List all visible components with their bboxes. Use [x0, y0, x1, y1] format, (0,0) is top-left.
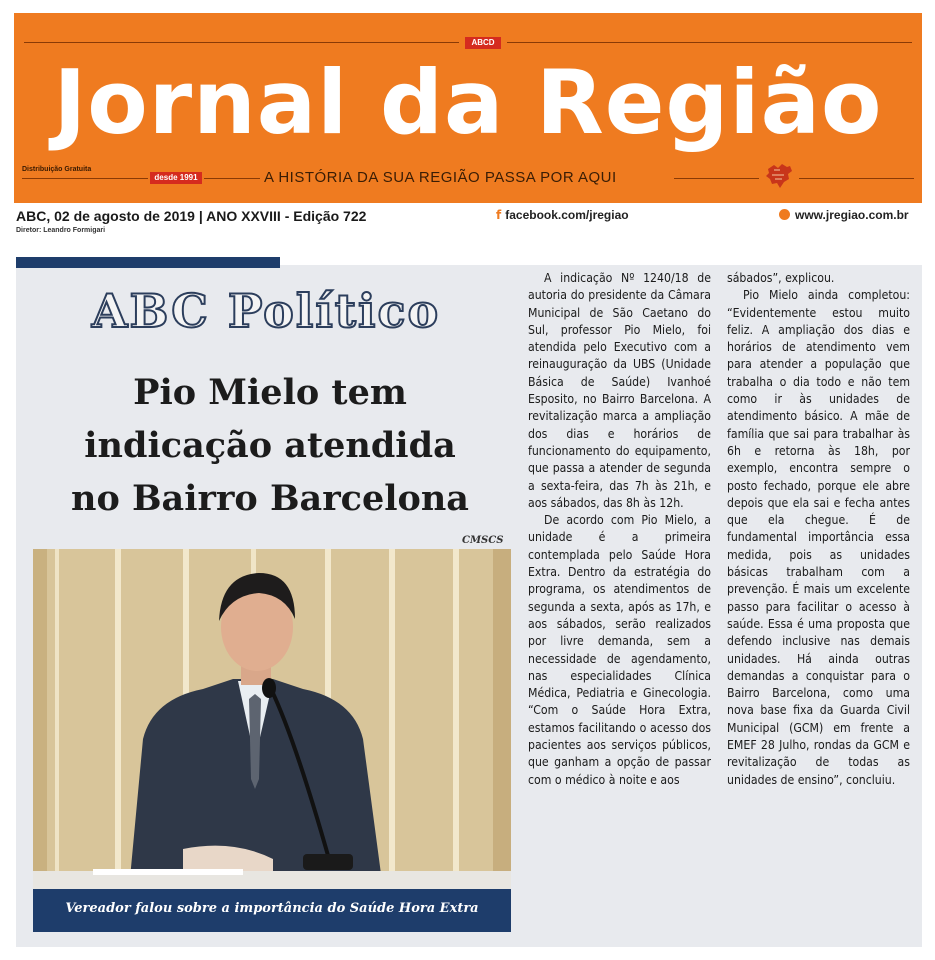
article-paragraph: A indicação Nº 1240/18 de autoria do presidente da Câmara Municipal de São Caetano do Sul, professor Pio Mielo, foi atendida pelo Executivo com a reinauguração da UBS (Unidade Básica de Saúde) Ivanhoé Esposito, no Bairro Barcelona. A revitalização marca a ampliação dos dias e horários de funcionamento do equipamento, que passa a atender de segunda a sexta-feira, das 7h às 21h, e aos sábados, das 8h às 12h. — [528, 271, 711, 510]
masthead-rule — [24, 42, 459, 43]
map-region-icon — [762, 161, 796, 191]
photo-caption-bar — [33, 889, 511, 932]
article-paragraph: Pio Mielo ainda completou: “Evidentemente estou muito feliz. A ampliação dos dias e horários de atendimento vem para atender a população que trabalha o dia todo e não tem como ir às unidades de atendimento básico. A mãe de família que sai para trabalhar às 6h e retorna às 18h, por exemplo, encontra sempre o posto fechado, porque ele abre depois que ela sai e fecha antes que ela chegue. É de fundamental importância essa medida, pois as unidades básicas trabalham com a prevenção. É mais um excelente passo para facilitar o acesso à saúde. Essa é uma proposta que defendo inclusive nas demais unidades. Há ainda outras demandas a conquistar para o Bairro Barcelona, como uma nova base fixa da Guarda Civil Municipal (GCM) em frente a EMEF 28 Julho, rondas da GCM e revitalização de todas as unidades de ensino”, concluiu. — [727, 288, 910, 787]
slogan: A HISTÓRIA DA SUA REGIÃO PASSA POR AQUI — [264, 169, 617, 186]
facebook-icon: f — [496, 208, 502, 222]
article-paragraph: De acordo com Pio Mielo, a unidade é a primeira contemplada pelo Saúde Hora Extra. Dentro da estratégia do programa, os atendimentos de segunda a sexta, após as 17h, e aos sábados, serão realizados por livre demanda, sem a necessidade de agendamento, nas especialidades Clínica Médica, Pediatria e Ginecologia. “Com o Saúde Hora Extra, estamos facilitando o acesso dos pacientes aos serviços públicos, que ganham a opção de passar com o médico à noite e aos — [528, 513, 711, 787]
article-paragraph: sábados”, explicou. — [727, 271, 835, 285]
since-badge: desde 1991 — [150, 172, 202, 184]
facebook-url: facebook.com/jregiao — [505, 208, 629, 222]
masthead-rule — [507, 42, 912, 43]
masthead-rule — [799, 178, 914, 179]
abcd-badge: ABCD — [465, 37, 501, 49]
article-photo — [33, 549, 511, 889]
section-accent-bar — [16, 257, 280, 268]
masthead — [14, 13, 922, 203]
article-column-2 — [727, 270, 910, 789]
newspaper-title[interactable]: Jornal da Região — [53, 51, 883, 154]
dateline: ABC, 02 de agosto de 2019 | ANO XXVIII - Edição 722 — [16, 208, 367, 224]
website-link[interactable] — [779, 208, 909, 222]
facebook-link[interactable] — [496, 208, 629, 222]
section-title: ABC Político — [91, 284, 441, 338]
masthead-rule — [674, 178, 759, 179]
photo-caption: Vereador falou sobre a importância do Saúde Hora Extra — [65, 901, 479, 916]
article-column-1 — [528, 270, 711, 789]
distribution-label: Distribuição Gratuita — [22, 166, 92, 173]
masthead-rule — [204, 178, 260, 179]
masthead-rule — [22, 178, 148, 179]
globe-icon — [779, 209, 790, 220]
director-credit: Diretor: Leandro Formigari — [16, 227, 106, 234]
info-bar — [16, 206, 921, 240]
website-url: www.jregiao.com.br — [795, 208, 909, 222]
photo-credit: CMSCS — [462, 535, 504, 546]
article-headline: Pio Mielo tem indicação atendida no Bairro Barcelona — [71, 372, 469, 519]
